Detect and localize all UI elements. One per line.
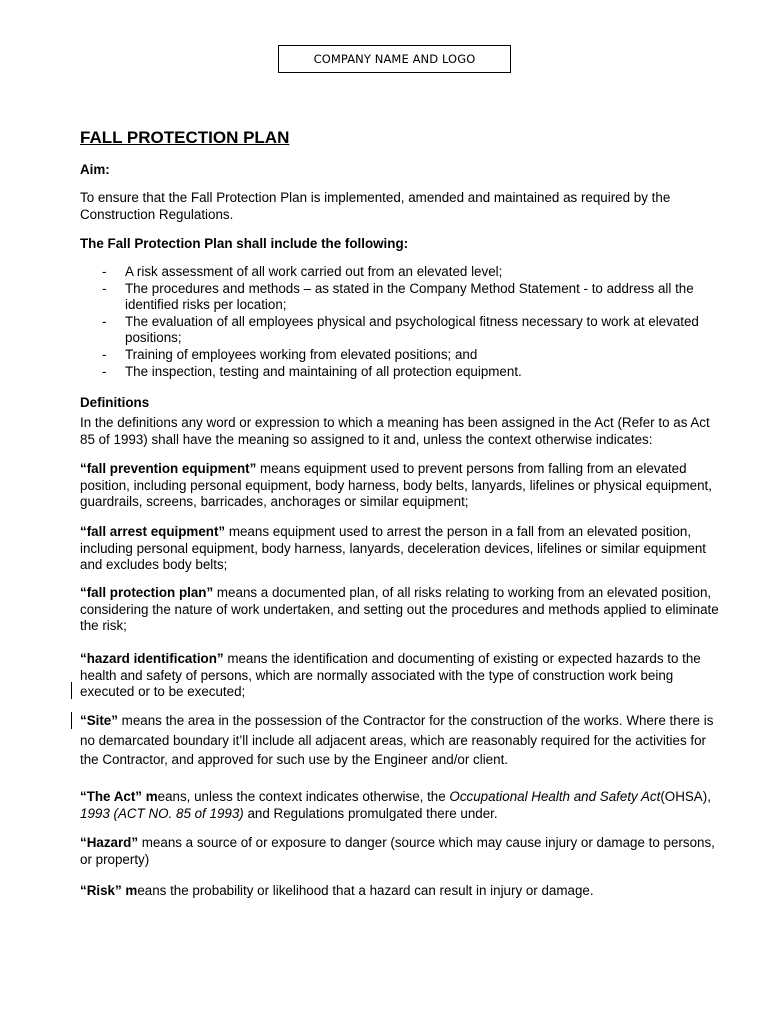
dash-bullet: - <box>102 363 107 379</box>
company-logo-placeholder <box>278 45 511 73</box>
definition-hazard-identification: “hazard identification” means the identification and documenting of existing or expected hazards to the health and safety of persons, which are normally associated with the type of construction work being executed or to be executed; <box>80 651 701 700</box>
include-heading: The Fall Protection Plan shall include the following: <box>80 236 409 251</box>
dash-bullet: - <box>102 313 107 329</box>
dash-bullet: - <box>102 280 107 296</box>
definitions-heading: Definitions <box>80 395 150 410</box>
revision-mark <box>71 682 72 699</box>
definition-fall-protection-plan: “fall protection plan” means a documented plan, of all risks relating to working from an elevated position, considering the nature of work undertaken, and setting out the procedures and methods applied to eliminate the risk; <box>80 585 719 634</box>
definition-fall-prevention-equipment: “fall prevention equipment” means equipment used to prevent persons from falling from an elevated position, including personal equipment, body harness, body belts, lanyards, lifelines or physical equipment, guardrails, screens, barricades, anchorages or similar equipment; <box>80 461 712 510</box>
aim-text: To ensure that the Fall Protection Plan is implemented, amended and maintained as required by the Construction Regulations. <box>80 190 671 222</box>
list-item: - The inspection, testing and maintaining of all protection equipment. <box>102 363 522 379</box>
definition-risk: “Risk” means the probability or likelihood that a hazard can result in injury or damage. <box>80 883 594 898</box>
list-item: - A risk assessment of all work carried out from an elevated level; <box>102 264 503 279</box>
revision-mark <box>71 712 72 729</box>
definition-fall-arrest-equipment: “fall arrest equipment” means equipment used to arrest the person in a fall from an elevated position, including personal equipment, body harness, lanyards, deceleration devices, lifelines or similar equipment and excludes body belts; <box>80 524 706 573</box>
dash-bullet: - <box>102 264 107 279</box>
dash-bullet: - <box>102 346 107 362</box>
list-item: - The evaluation of all employees physical and psychological fitness necessary to work at elevated positions; <box>102 313 699 346</box>
aim-heading: Aim: <box>80 162 110 177</box>
list-item: - Training of employees working from elevated positions; and <box>102 346 478 362</box>
list-item: - The procedures and methods – as stated in the Company Method Statement - to address all the identified risks per location; <box>102 280 694 313</box>
definitions-intro: In the definitions any word or expression to which a meaning has been assigned in the Act (Refer to as Act 85 of 1993) shall have the meaning so assigned to it and, unless the context otherwise indicates: <box>80 415 710 447</box>
definition-the-act: “The Act” means, unless the context indicates otherwise, the Occupational Health and Safety Act(OHSA), 1993 (ACT NO. 85 of 1993) and Regulations promulgated there under. <box>80 789 711 821</box>
definition-hazard: “Hazard” means a source of or exposure to danger (source which may cause injury or damage to persons, or property) <box>80 835 715 867</box>
definition-site: “Site” means the area in the possession of the Contractor for the construction of the works. Where there is no demarcated boundary it’ll include all adjacent areas, which are reasonably required for the activities for the Contractor, and approved for such use by the Engineer and/or client. <box>80 713 714 767</box>
company-logo-text: COMPANY NAME AND LOGO <box>313 52 476 66</box>
include-list <box>80 264 720 380</box>
document-title: FALL PROTECTION PLAN <box>80 128 290 147</box>
